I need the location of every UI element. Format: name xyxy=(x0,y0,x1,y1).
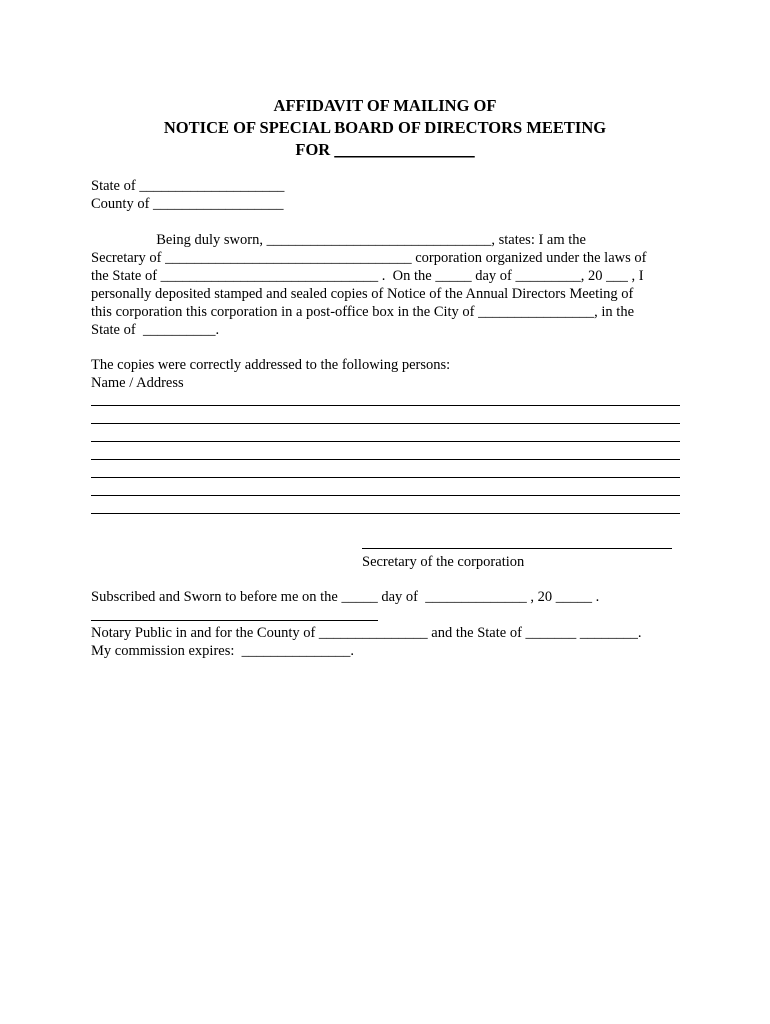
title-line-2: NOTICE OF SPECIAL BOARD OF DIRECTORS MEETING xyxy=(163,118,607,137)
secretary-signature-label: Secretary of the corporation xyxy=(362,554,525,570)
address-line xyxy=(91,513,680,514)
document-title xyxy=(0,95,770,161)
address-line xyxy=(91,405,680,406)
addressees-intro: The copies were correctly addressed to the following persons: xyxy=(91,357,451,373)
body-line-3: the State of ______________________________ . On the _____ day of _________, 20 ___ , I xyxy=(91,268,644,284)
addressees-header: Name / Address xyxy=(91,375,184,391)
title-line-1: AFFIDAVIT OF MAILING OF xyxy=(273,96,497,115)
body-line-6: State of __________. xyxy=(91,322,220,338)
address-line xyxy=(91,477,680,478)
venue-county: County of __________________ xyxy=(91,196,284,212)
body-line-4: personally deposited stamped and sealed copies of Notice of the Annual Directors Meeting of xyxy=(91,286,634,302)
body-line-1: Being duly sworn, _______________________________, states: I am the xyxy=(91,232,586,248)
venue-state: State of ____________________ xyxy=(91,178,285,194)
body-line-5: this corporation this corporation in a post-office box in the City of ________________, in the xyxy=(91,304,634,320)
address-line xyxy=(91,423,680,424)
jurat-commission: My commission expires: _______________. xyxy=(91,643,355,659)
body-line-2: Secretary of __________________________________ corporation organized under the laws of xyxy=(91,250,647,266)
address-line xyxy=(91,495,680,496)
jurat-notary: Notary Public in and for the County of _______________ and the State of _______ ________. xyxy=(91,625,642,641)
title-for-label: FOR xyxy=(295,140,331,159)
address-line xyxy=(91,441,680,442)
secretary-signature-line xyxy=(362,548,672,549)
title-for-blank: _________________ xyxy=(334,140,475,159)
title-line-for xyxy=(0,139,770,161)
notary-signature-line xyxy=(91,620,378,621)
jurat-subscribed: Subscribed and Sworn to before me on the _____ day of ______________ , 20 _____ . xyxy=(91,589,600,605)
address-line xyxy=(91,459,680,460)
